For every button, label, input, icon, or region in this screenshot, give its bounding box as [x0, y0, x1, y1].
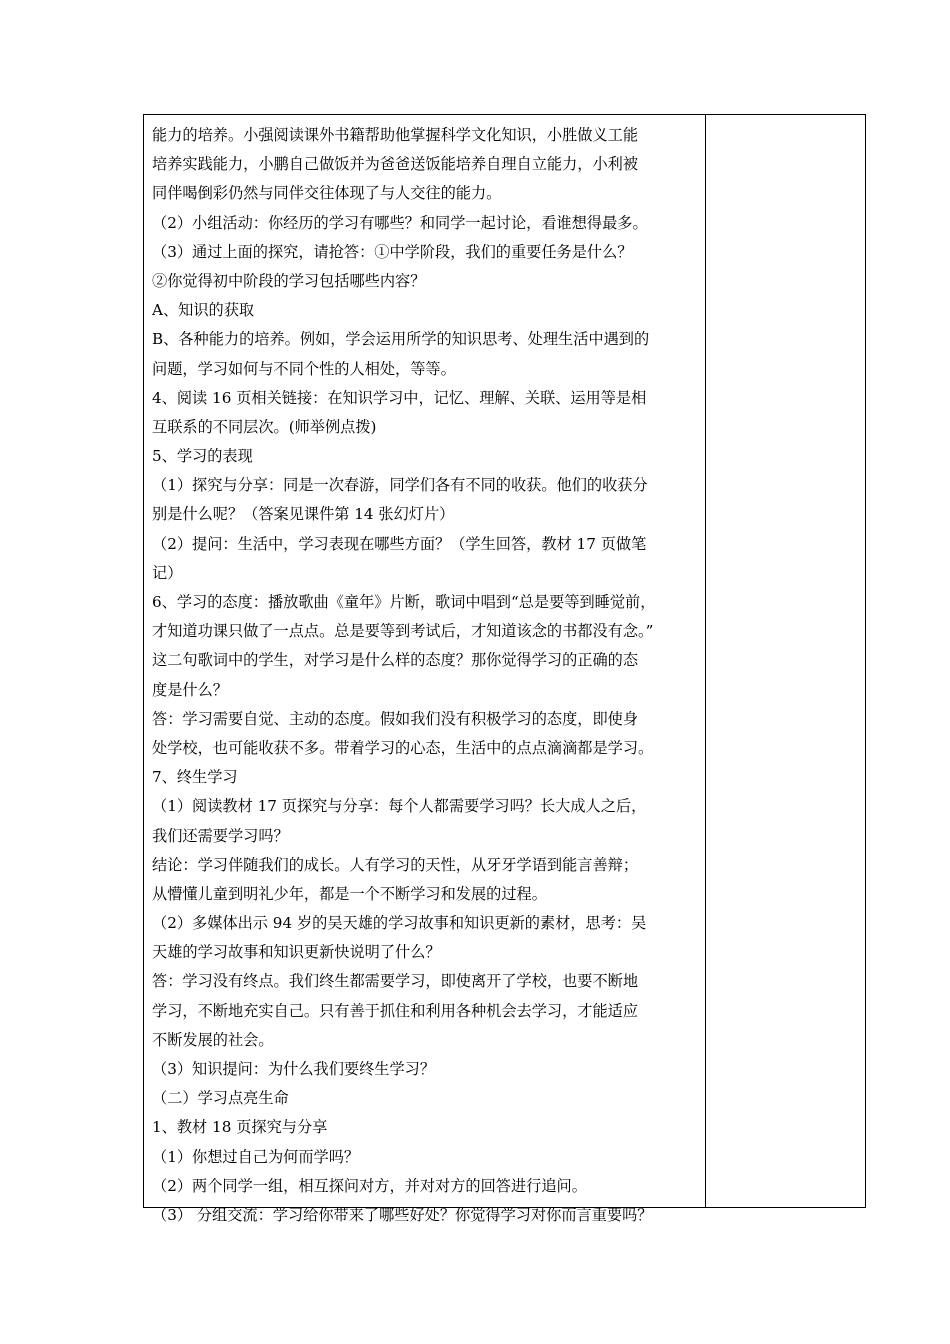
text-line: 问题，学习如何与不同个性的人相处，等等。 [152, 359, 456, 378]
text-line: 从懵懂儿童到明礼少年，都是一个不断学习和发展的过程。 [152, 884, 547, 903]
text-line: （1）阅读教材 17 页探究与分享：每个人都需要学习吗？长大成人之后， [152, 797, 647, 816]
text-line: 处学校，也可能收获不多。带着学习的心态，生活中的点点滴滴都是学习。 [152, 738, 654, 757]
text-line: 5、学习的表现 [152, 447, 253, 466]
text-line: （1）你想过自己为何而学吗？ [152, 1147, 360, 1166]
text-line: （3） 分组交流：学习给你带来了哪些好处？你觉得学习对你而言重要吗？ [152, 1205, 653, 1224]
text-line: 才知道功课只做了一点点。总是要等到考试后，才知道该念的书都没有念。” [152, 622, 654, 641]
text-line: 1、教材 18 页探究与分享 [152, 1118, 328, 1137]
text-line: 天雄的学习故事和知识更新快说明了什么？ [152, 943, 441, 962]
text-line: B、各种能力的培养。例如，学会运用所学的知识思考、处理生活中遇到的 [152, 330, 650, 349]
text-line: 7、终生学习 [152, 768, 238, 787]
text-line: 同伴喝倒彩仍然与同伴交往体现了与人交往的能力。 [152, 184, 502, 203]
text-line: （2）提问：生活中，学习表现在哪些方面？（学生回答，教材 17 页做笔 [152, 534, 647, 553]
text-line: （2）两个同学一组，相互探问对方，并对对方的回答进行追问。 [152, 1176, 587, 1195]
text-line: （1）探究与分享：同是一次春游，同学们各有不同的收获。他们的收获分 [152, 476, 648, 495]
text-line: 学习，不断地充实自己。只有善于抓住和利用各种机会去学习，才能适应 [152, 1001, 638, 1020]
text-line: （3）知识提问：为什么我们要终生学习？ [152, 1060, 436, 1078]
text-line: ②你觉得初中阶段的学习包括哪些内容？ [152, 271, 426, 290]
text-line: （3）通过上面的探究，请抢答：①中学阶段，我们的重要任务是什么？ [152, 242, 633, 261]
text-line: 4、阅读 16 页相关链接：在知识学习中，记忆、理解、关联、运用等是相 [152, 388, 647, 407]
text-line: 答：学习没有终点。我们终生都需要学习，即使离开了学校，也要不断地 [152, 972, 638, 991]
text-line: 这二句歌词中的学生，对学习是什么样的态度？那你觉得学习的正确的态 [152, 651, 638, 670]
text-line: A、知识的获取 [152, 301, 255, 320]
column-divider [705, 115, 706, 1207]
lesson-content-cell [144, 115, 705, 1224]
lesson-plan-table [143, 114, 866, 1224]
text-line: 6、学习的态度：播放歌曲《童年》片断，歌词中唱到“总是要等到睡觉前， [152, 593, 656, 611]
text-line: （2）小组活动：你经历的学习有哪些？和同学一起讨论，看谁想得最多。 [152, 213, 648, 232]
text-line: （二）学习点亮生命 [152, 1089, 289, 1108]
text-line: 别是什么呢？（答案见课件第 14 张幻灯片） [152, 505, 455, 524]
text-line: 我们还需要学习吗？ [152, 826, 289, 845]
text-line: 培养实践能力，小鹏自己做饭并为爸爸送饭能培养自理自立能力，小利被 [152, 155, 638, 174]
text-line: 互联系的不同层次。(师举例点拨) [152, 417, 377, 436]
text-line: 记） [152, 563, 183, 582]
notes-cell [707, 115, 865, 1207]
text-line: 不断发展的社会。 [152, 1030, 274, 1049]
text-line: 结论：学习伴随我们的成长。人有学习的天性，从牙牙学语到能言善辩； [152, 855, 638, 874]
text-line: 答：学习需要自觉、主动的态度。假如我们没有积极学习的态度，即使身 [152, 709, 638, 728]
text-line: 能力的培养。小强阅读课外书籍帮助他掌握科学文化知识，小胜做义工能 [152, 126, 638, 144]
text-line: 度是什么？ [152, 680, 228, 699]
text-line: （2）多媒体出示 94 岁的吴天雄的学习故事和知识更新的素材，思考：吴 [152, 914, 647, 933]
